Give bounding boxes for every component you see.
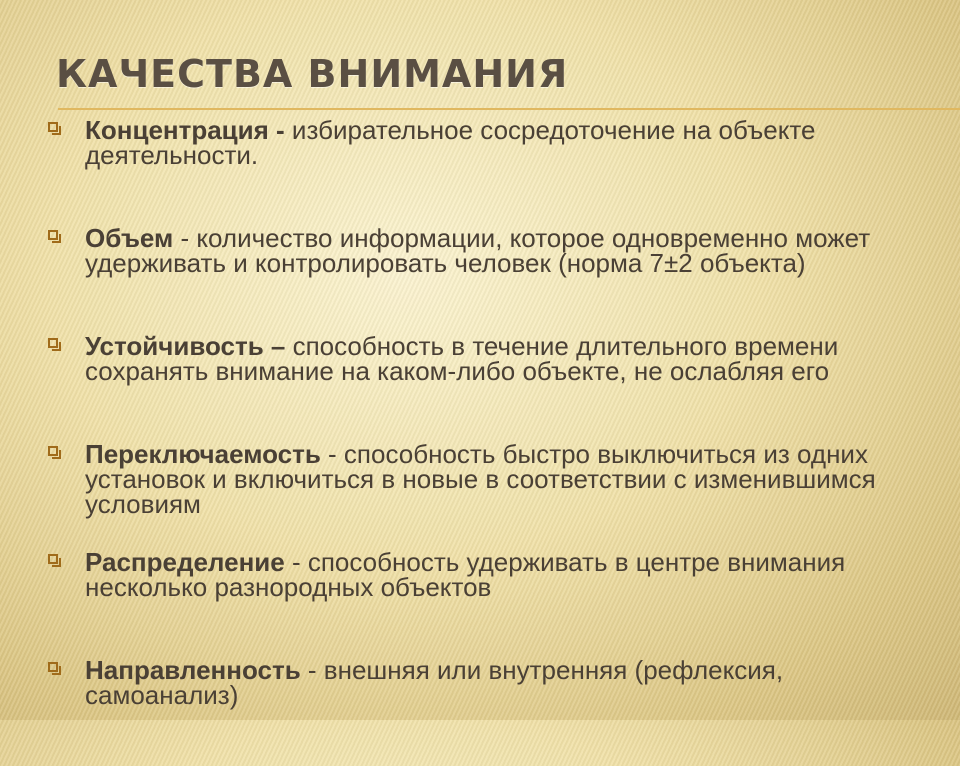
list-item: [48, 115, 938, 226]
square-bullet-icon: [48, 122, 61, 137]
item-definition: - внешняя или внутренняя (рефлексия, самоанализ): [85, 655, 784, 710]
item-text: [85, 115, 938, 170]
item-term: Концентрация -: [85, 115, 285, 145]
square-bullet-icon: [48, 230, 61, 245]
square-bullet-icon: [48, 338, 61, 353]
item-definition: - способность удерживать в центре внимания несколько разнородных объектов: [85, 547, 846, 602]
item-definition: избирательное сосредоточение на объекте деятельности.: [85, 115, 816, 170]
item-term: Распределение: [85, 547, 285, 577]
list-item: [48, 331, 938, 442]
square-bullet-icon: [48, 446, 61, 461]
list-item: [48, 655, 938, 766]
square-bullet-icon: [48, 554, 61, 569]
title-underline: [58, 108, 960, 110]
item-text: [85, 331, 938, 386]
list-item: [48, 223, 938, 334]
item-term: Направленность: [85, 655, 301, 685]
item-term: Устойчивость –: [85, 331, 286, 361]
square-bullet-icon: [48, 662, 61, 677]
item-text: [85, 439, 938, 519]
item-definition: - способность быстро выключиться из одних установок и включиться в новые в соответствии с изменившимся условиям: [85, 439, 876, 519]
item-definition: - количество информации, которое одновременно может удерживать и контролировать человек (норма 7±2 объекта): [85, 223, 871, 278]
item-term: Объем: [85, 223, 174, 253]
slide-title: КАЧЕСТВА ВНИМАНИЯ: [56, 52, 569, 96]
bullet-list: [48, 115, 938, 766]
item-text: [85, 547, 938, 602]
list-item: [48, 547, 938, 658]
item-text: [85, 655, 938, 710]
item-text: [85, 223, 938, 278]
item-term: Переключаемость: [85, 439, 321, 469]
item-definition: способность в течение длительного времени сохранять внимание на каком-либо объекте, не ослабляя его: [85, 331, 839, 386]
list-item: [48, 439, 938, 550]
